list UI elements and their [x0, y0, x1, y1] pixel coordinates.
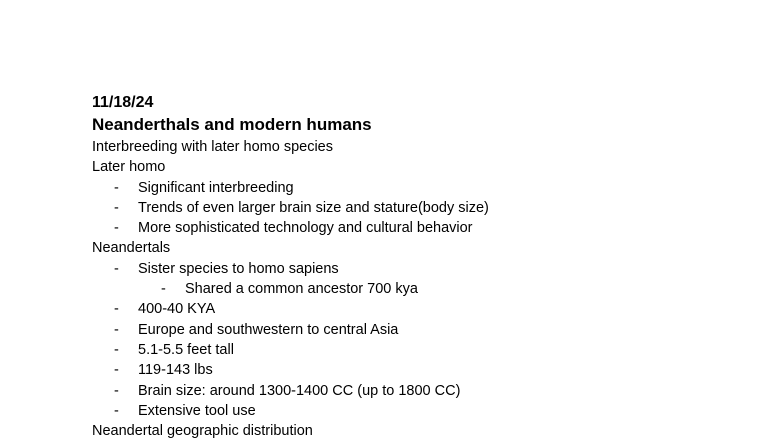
- list-item-text: Sister species to homo sapiens: [138, 260, 339, 277]
- dash-bullet: -: [114, 179, 119, 196]
- dash-bullet: -: [114, 220, 119, 237]
- dash-bullet: -: [114, 402, 119, 419]
- note-date: 11/18/24: [92, 94, 154, 111]
- list-item: [92, 381, 784, 401]
- paragraph-text: Later homo: [92, 159, 166, 176]
- list-item: [92, 320, 784, 340]
- dash-bullet: -: [114, 199, 119, 216]
- sub-list-item: [92, 279, 784, 299]
- dash-bullet: -: [114, 321, 119, 338]
- list-item-text: 400-40 KYA: [138, 301, 216, 318]
- list-item: [92, 218, 784, 238]
- paragraph-line: [92, 137, 784, 157]
- paragraph-text: Neandertal geographic distribution: [92, 423, 313, 440]
- list-item-text: Brain size: around 1300-1400 CC (up to 1800 CC): [138, 382, 461, 399]
- list-item-text: Extensive tool use: [138, 402, 256, 419]
- sub-list-item-text: Shared a common ancestor 700 kya: [185, 281, 418, 298]
- dash-bullet: -: [114, 260, 119, 277]
- list-item-text: 5.1-5.5 feet tall: [138, 341, 234, 358]
- paragraph-text: Interbreeding with later homo species: [92, 139, 333, 155]
- list-item-text: 119-143 lbs: [138, 362, 213, 379]
- paragraph-line: [92, 421, 784, 441]
- list-item: [92, 340, 784, 360]
- document-page: [92, 92, 784, 441]
- paragraph-text: Neandertals: [92, 240, 171, 257]
- list-item-text: Significant interbreeding: [138, 179, 294, 196]
- list-item: [92, 198, 784, 218]
- list-item: [92, 401, 784, 421]
- dash-bullet: -: [114, 382, 119, 399]
- paragraph-line: [92, 238, 784, 258]
- dash-bullet: -: [114, 301, 119, 318]
- list-item: [92, 178, 784, 198]
- list-item: [92, 360, 784, 380]
- list-item-text: Europe and southwestern to central Asia: [138, 321, 399, 338]
- paragraph-line: [92, 157, 784, 177]
- list-item: [92, 259, 784, 279]
- list-item: [92, 299, 784, 319]
- list-item-text: More sophisticated technology and cultural behavior: [138, 220, 473, 237]
- dash-bullet: -: [114, 362, 119, 379]
- dash-bullet: -: [114, 341, 119, 358]
- list-item-text: Trends of even larger brain size and stature(body size): [138, 199, 489, 216]
- dash-bullet: -: [161, 281, 166, 298]
- note-title: Neanderthals and modern humans: [92, 115, 372, 134]
